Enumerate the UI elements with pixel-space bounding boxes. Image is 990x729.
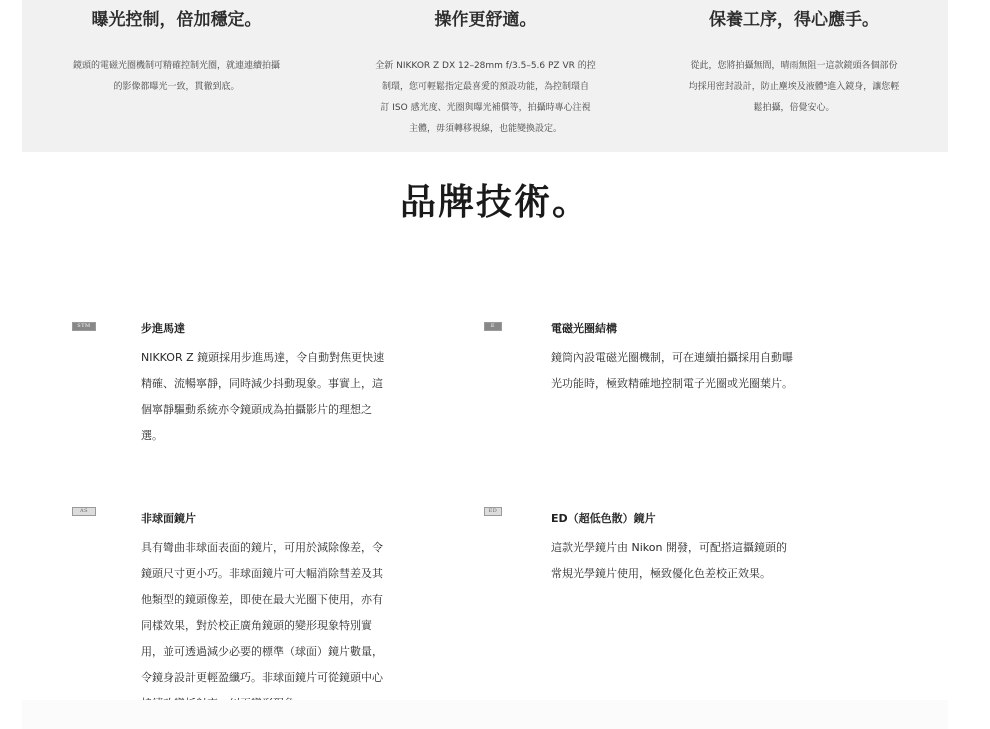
ed-icon: ED (484, 507, 502, 516)
body-line: 常規光學鏡片使用，極致優化色差校正效果。 (551, 567, 771, 580)
body-line: 均採用密封設計，防止塵埃及液體⁵進入鏡身，讓您輕 (688, 82, 900, 92)
body-line: 全新 NIKKOR Z DX 12–28mm f/3.5–5.6 PZ VR 的控 (375, 61, 596, 71)
body-line: 鏡頭的電磁光圈機制可精確控制光圈，就連連續拍攝 (72, 61, 280, 71)
e-icon: E (484, 322, 502, 331)
body-line: 具有彎曲非球面表面的鏡片，可用於減除像差，令 (141, 541, 383, 554)
top-column-maintenance (640, 0, 948, 119)
feature-body-aspherical-lens (141, 535, 451, 717)
body-line: 鬆拍攝，倍覺安心。 (753, 103, 835, 113)
top-column-exposure (22, 0, 331, 98)
top-column-operation (331, 0, 640, 140)
body-line: 鏡頭尺寸更小巧。非球面鏡片可大幅消除彗差及其 (141, 567, 383, 580)
body-line: 精確、流暢寧靜，同時減少抖動現象。事實上，這 (141, 377, 383, 390)
top-column-body (22, 56, 331, 98)
feature-title-stepping-motor: 步進馬達 (141, 322, 185, 335)
body-line: 從此，您將拍攝無間，晴雨無阻一這款鏡頭各個部份 (690, 61, 898, 71)
body-line: 光功能時，極致精確地控制電子光圈或光圈葉片。 (551, 377, 793, 390)
body-line: 的影像都曝光一致，貫徹到底。 (113, 82, 240, 92)
body-line: 制環，您可輕鬆指定最喜愛的預設功能，為控制環自 (381, 82, 589, 92)
body-line: 訂 ISO 感光度、光圈與曝光補償等，拍攝時專心注視 (380, 103, 591, 113)
feature-body-stepping-motor (141, 345, 451, 449)
body-line: 選。 (141, 429, 163, 442)
body-line: NIKKOR Z 鏡頭採用步進馬達，令自動對焦更快速 (141, 351, 385, 364)
body-line: 同樣效果，對於校正廣角鏡頭的變形現象特別實 (141, 619, 372, 632)
body-line: 主體，毋須轉移視線，也能變換設定。 (408, 124, 562, 134)
feature-title-electromagnetic-aperture: 電磁光圈結構 (551, 322, 617, 335)
body-line: 他類型的鏡頭像差，即使在最大光圈下使用，亦有 (141, 593, 383, 606)
top-column-title: 操作更舒適。 (434, 10, 537, 30)
body-line: 這款光學鏡片由 Nikon 開發，可配搭這攝鏡頭的 (551, 541, 787, 554)
top-column-body (331, 56, 640, 140)
feature-title-ed-lens: ED（超低色散）鏡片 (551, 512, 656, 525)
feature-title-aspherical-lens: 非球面鏡片 (141, 512, 196, 525)
body-line: 個寧靜驅動系統亦令鏡頭成為拍攝影片的理想之 (141, 403, 372, 416)
top-column-title: 曝光控制，倍加穩定。 (91, 10, 262, 30)
brand-technology-heading: 品牌技術。 (399, 182, 590, 223)
body-line: 用，並可透過減少必要的標準（球面）鏡片數量， (141, 645, 383, 658)
stm-icon: STM (72, 322, 96, 331)
as-icon: AS (72, 507, 96, 516)
feature-body-electromagnetic-aperture (551, 345, 871, 397)
bottom-band (22, 700, 948, 729)
body-line: 鏡筒內設電磁光圈機制，可在連續拍攝採用自動曝 (551, 351, 793, 364)
top-column-title: 保養工序，得心應手。 (709, 10, 879, 30)
top-column-body (640, 56, 948, 119)
feature-body-ed-lens (551, 535, 871, 587)
body-line: 令鏡身設計更輕盈纖巧。非球面鏡片可從鏡頭中心 (141, 671, 383, 684)
